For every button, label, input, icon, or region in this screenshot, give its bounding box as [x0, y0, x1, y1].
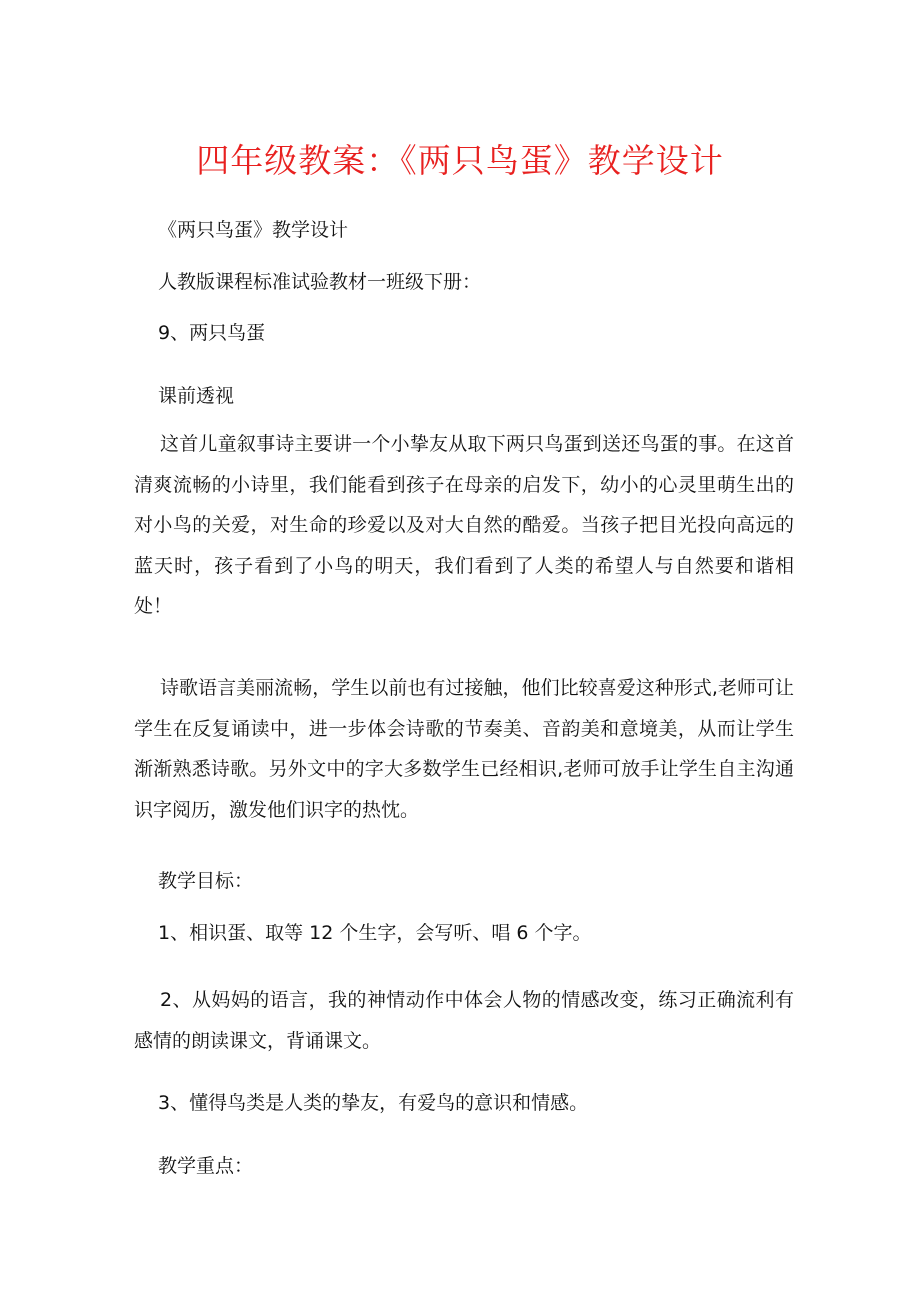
edition-line: 人教版课程标准试验教材一班级下册： — [158, 271, 482, 293]
preview-paragraph-1: 这首儿童叙事诗主要讲一个小挚友从取下两只鸟蛋到送还鸟蛋的事。在这首清爽流畅的小诗里，我们能看到孩子在母亲的启发下，幼小的心灵里萌生出的对小鸟的关爱，对生命的珍爱以及对大自然的酷爱。当孩子把目光投向高远的蓝天时，孩子看到了小鸟的明天，我们看到了人类的希望人与自然要和谐相处！ — [134, 433, 794, 617]
lesson-subtitle: 《两只鸟蛋》教学设计 — [158, 219, 349, 241]
goals-heading: 教学目标： — [158, 870, 254, 892]
keypoints-heading: 教学重点： — [158, 1155, 254, 1177]
preview-paragraph-2: 诗歌语言美丽流畅，学生以前也有过接触，他们比较喜爱这种形式,老师可让学生在反复诵读中，进一步体会诗歌的节奏美、音韵美和意境美，从而让学生渐渐熟悉诗歌。另外文中的字大多数学生已经相识,老师可放手让学生自主沟通识字阅历，激发他们识字的热忱。 — [134, 677, 794, 821]
goal-item-2: 2、从妈妈的语言，我的神情动作中体会人物的情感改变，练习正确流利有感情的朗读课文，背诵课文。 — [134, 989, 794, 1052]
goal-item-1: 1、相识蛋、取等 12 个生字，会写听、唱 6 个字。 — [158, 922, 592, 944]
preview-heading: 课前透视 — [158, 385, 235, 407]
document-title: 四年级教案：《两只鸟蛋》教学设计 — [196, 141, 724, 180]
lesson-number: 9、两只鸟蛋 — [158, 322, 266, 344]
goal-item-3: 3、懂得鸟类是人类的挚友，有爱鸟的意识和情感。 — [158, 1092, 589, 1114]
